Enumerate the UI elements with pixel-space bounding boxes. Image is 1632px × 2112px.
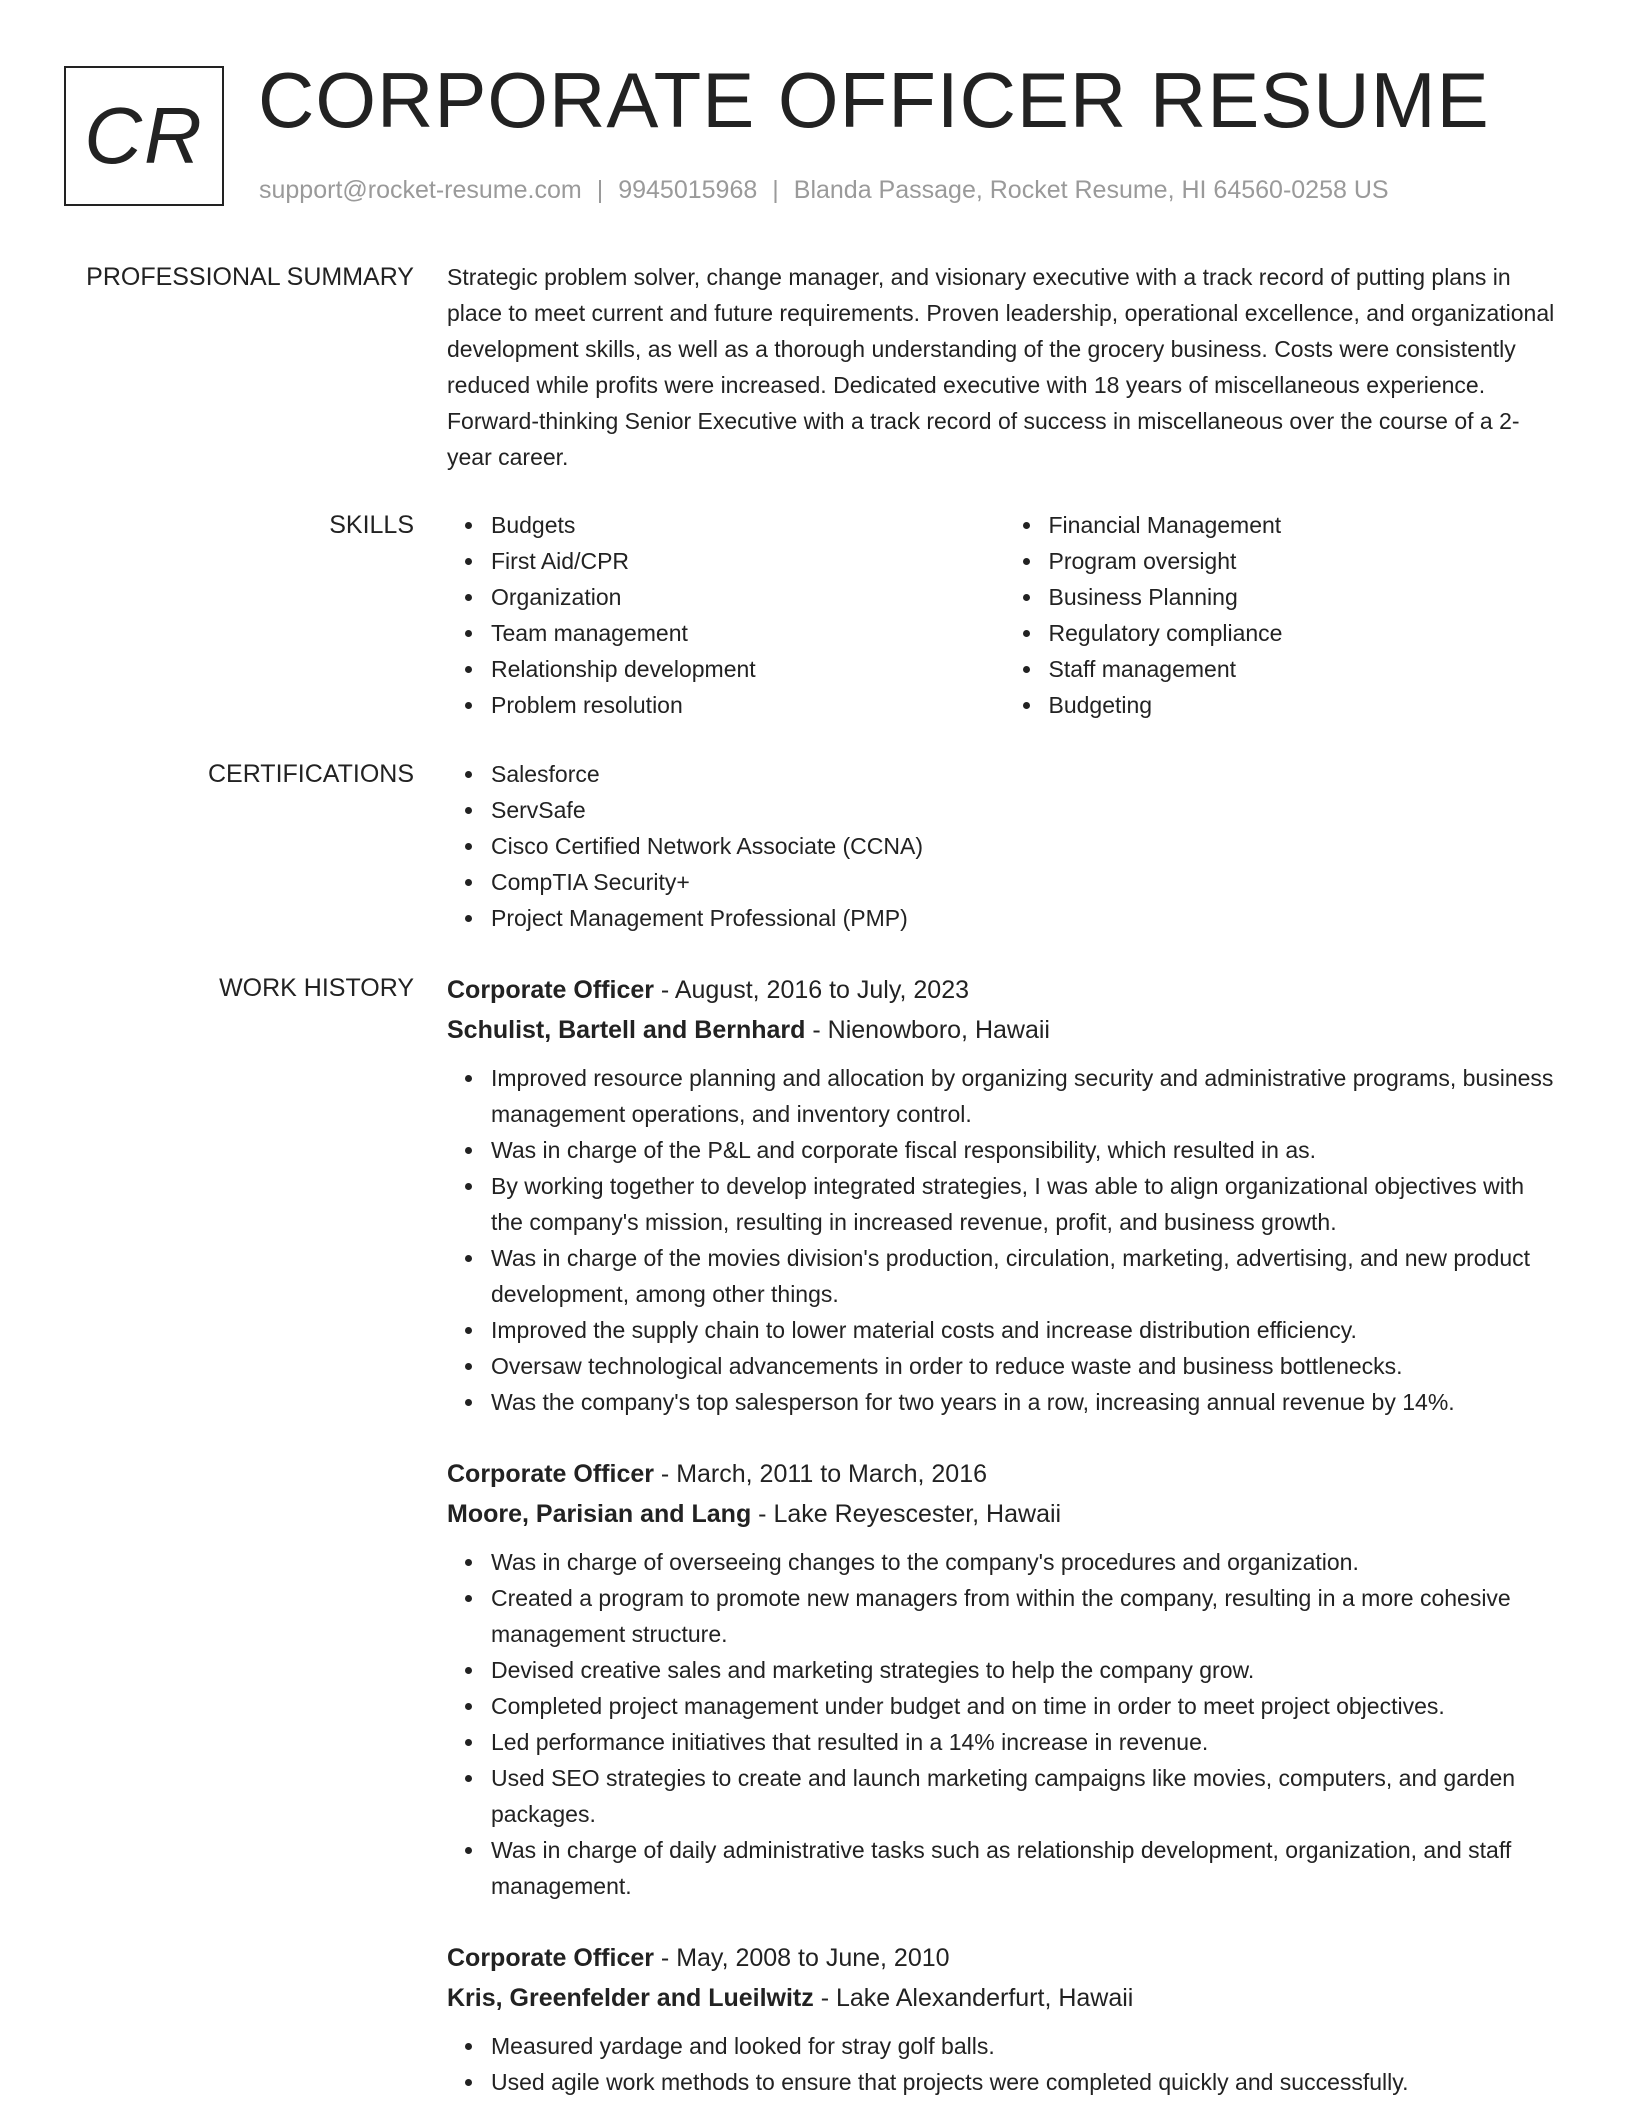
job-location: - Lake Reyescester, Hawaii	[751, 1500, 1062, 1528]
job-location: - Nienowboro, Hawaii	[805, 1016, 1050, 1044]
job-bullet: Led performance initiatives that resulted in a 14% increase in revenue.	[491, 1724, 1562, 1760]
job-dates: - May, 2008 to June, 2010	[653, 1944, 950, 1972]
job-dates: - August, 2016 to July, 2023	[653, 976, 970, 1004]
job-entry	[447, 1938, 1562, 2100]
skill-item: Organization	[491, 579, 1005, 615]
job-bullet: Improved resource planning and allocation by organizing security and administrative programs, business management operations, and inventory control.	[491, 1060, 1562, 1132]
job-bullet: Was in charge of the movies division's production, circulation, marketing, advertising, and new product development, among other things.	[491, 1240, 1562, 1312]
contact-separator: |	[772, 176, 779, 204]
job-bullet: Was in charge of the P&L and corporate fiscal responsibility, which resulted in as.	[491, 1132, 1562, 1168]
job-bullet: Was in charge of daily administrative tasks such as relationship development, organization, and staff management.	[491, 1832, 1562, 1904]
section-label-summary: PROFESSIONAL SUMMARY	[86, 263, 414, 291]
skill-item: Program oversight	[1049, 543, 1563, 579]
job-bullet: Created a program to promote new managers from within the company, resulting in a more cohesive management structure.	[491, 1580, 1562, 1652]
skill-item: Business Planning	[1049, 579, 1563, 615]
job-entry	[447, 970, 1562, 1420]
job-company: Schulist, Bartell and Bernhard	[447, 1016, 806, 1044]
contact-phone: 9945015968	[618, 176, 758, 204]
certification-item: Project Management Professional (PMP)	[491, 900, 1562, 936]
work-history-body	[447, 970, 1562, 2112]
contact-address: Blanda Passage, Rocket Resume, HI 64560-0258 US	[793, 176, 1389, 204]
job-title-line	[447, 1938, 1562, 1978]
job-title: Corporate Officer	[447, 976, 654, 1004]
job-bullet: Completed project management under budget and on time in order to meet project objectives.	[491, 1688, 1562, 1724]
skill-item: First Aid/CPR	[491, 543, 1005, 579]
job-title-line	[447, 1454, 1562, 1494]
contact-email: support@rocket-resume.com	[259, 176, 582, 204]
monogram-initials: CR	[84, 91, 204, 180]
certification-item: CompTIA Security+	[491, 864, 1562, 900]
job-bullets	[447, 1060, 1562, 1420]
job-company: Kris, Greenfelder and Lueilwitz	[447, 1984, 814, 2012]
certification-item: Salesforce	[491, 756, 1562, 792]
job-bullets	[447, 2028, 1562, 2100]
job-bullet: Measured yardage and looked for stray golf balls.	[491, 2028, 1562, 2064]
skill-item: Relationship development	[491, 651, 1005, 687]
skill-item: Budgets	[491, 507, 1005, 543]
section-label-certifications: CERTIFICATIONS	[207, 760, 414, 788]
job-bullet: Was the company's top salesperson for two years in a row, increasing annual revenue by 14%.	[491, 1384, 1562, 1420]
skills-body	[447, 507, 1562, 723]
skill-item: Financial Management	[1049, 507, 1563, 543]
job-bullets	[447, 1544, 1562, 1904]
job-company-line	[447, 1494, 1562, 1534]
job-title: Corporate Officer	[447, 1460, 654, 1488]
skill-item: Budgeting	[1049, 687, 1563, 723]
summary-text: Strategic problem solver, change manager, and visionary executive with a track record of putting plans in place to meet current and future requirements. Proven leadership, operational excellence, and organizational development skills, as well as a thorough understanding of the grocery business. Costs were consistently reduced while profits were increased. Dedicated executive with 18 years of miscellaneous experience. Forward-thinking Senior Executive with a track record of success in miscellaneous over the course of a 2-year career.	[447, 264, 1555, 470]
job-dates: - March, 2011 to March, 2016	[653, 1460, 988, 1488]
job-bullet: By working together to develop integrated strategies, I was able to align organizational objectives with the company's mission, resulting in increased revenue, profit, and business growth.	[491, 1168, 1562, 1240]
job-company-line	[447, 1978, 1562, 2018]
contact-separator: |	[596, 176, 604, 204]
job-bullet: Devised creative sales and marketing strategies to help the company grow.	[491, 1652, 1562, 1688]
job-bullet: Improved the supply chain to lower material costs and increase distribution efficiency.	[491, 1312, 1562, 1348]
job-bullet: Was in charge of overseeing changes to the company's procedures and organization.	[491, 1544, 1562, 1580]
job-bullet: Used SEO strategies to create and launch marketing campaigns like movies, computers, and garden packages.	[491, 1760, 1562, 1832]
job-title: Corporate Officer	[447, 1944, 654, 1972]
certifications-list	[447, 756, 1562, 936]
job-title-line	[447, 970, 1562, 1010]
job-location: - Lake Alexanderfurt, Hawaii	[813, 1984, 1134, 2012]
skill-item: Staff management	[1049, 651, 1563, 687]
job-company: Moore, Parisian and Lang	[447, 1500, 752, 1528]
certification-item: Cisco Certified Network Associate (CCNA)	[491, 828, 1562, 864]
skill-item: Team management	[491, 615, 1005, 651]
resume-title: CORPORATE OFFICER RESUME	[258, 56, 1490, 144]
contact-line	[259, 176, 1389, 205]
skill-item: Regulatory compliance	[1049, 615, 1563, 651]
skills-list-left	[447, 507, 1005, 723]
monogram-box	[64, 66, 224, 206]
section-label-work-history: WORK HISTORY	[219, 974, 414, 1002]
skill-item: Problem resolution	[491, 687, 1005, 723]
job-bullet: Oversaw technological advancements in order to reduce waste and business bottlenecks.	[491, 1348, 1562, 1384]
job-entry	[447, 1454, 1562, 1904]
job-company-line	[447, 1010, 1562, 1050]
skills-list-right	[1005, 507, 1563, 723]
section-label-skills: SKILLS	[329, 511, 414, 539]
job-bullet: Used agile work methods to ensure that projects were completed quickly and successfully.	[491, 2064, 1562, 2100]
summary-body	[447, 259, 1562, 475]
certifications-body	[447, 756, 1562, 936]
certification-item: ServSafe	[491, 792, 1562, 828]
